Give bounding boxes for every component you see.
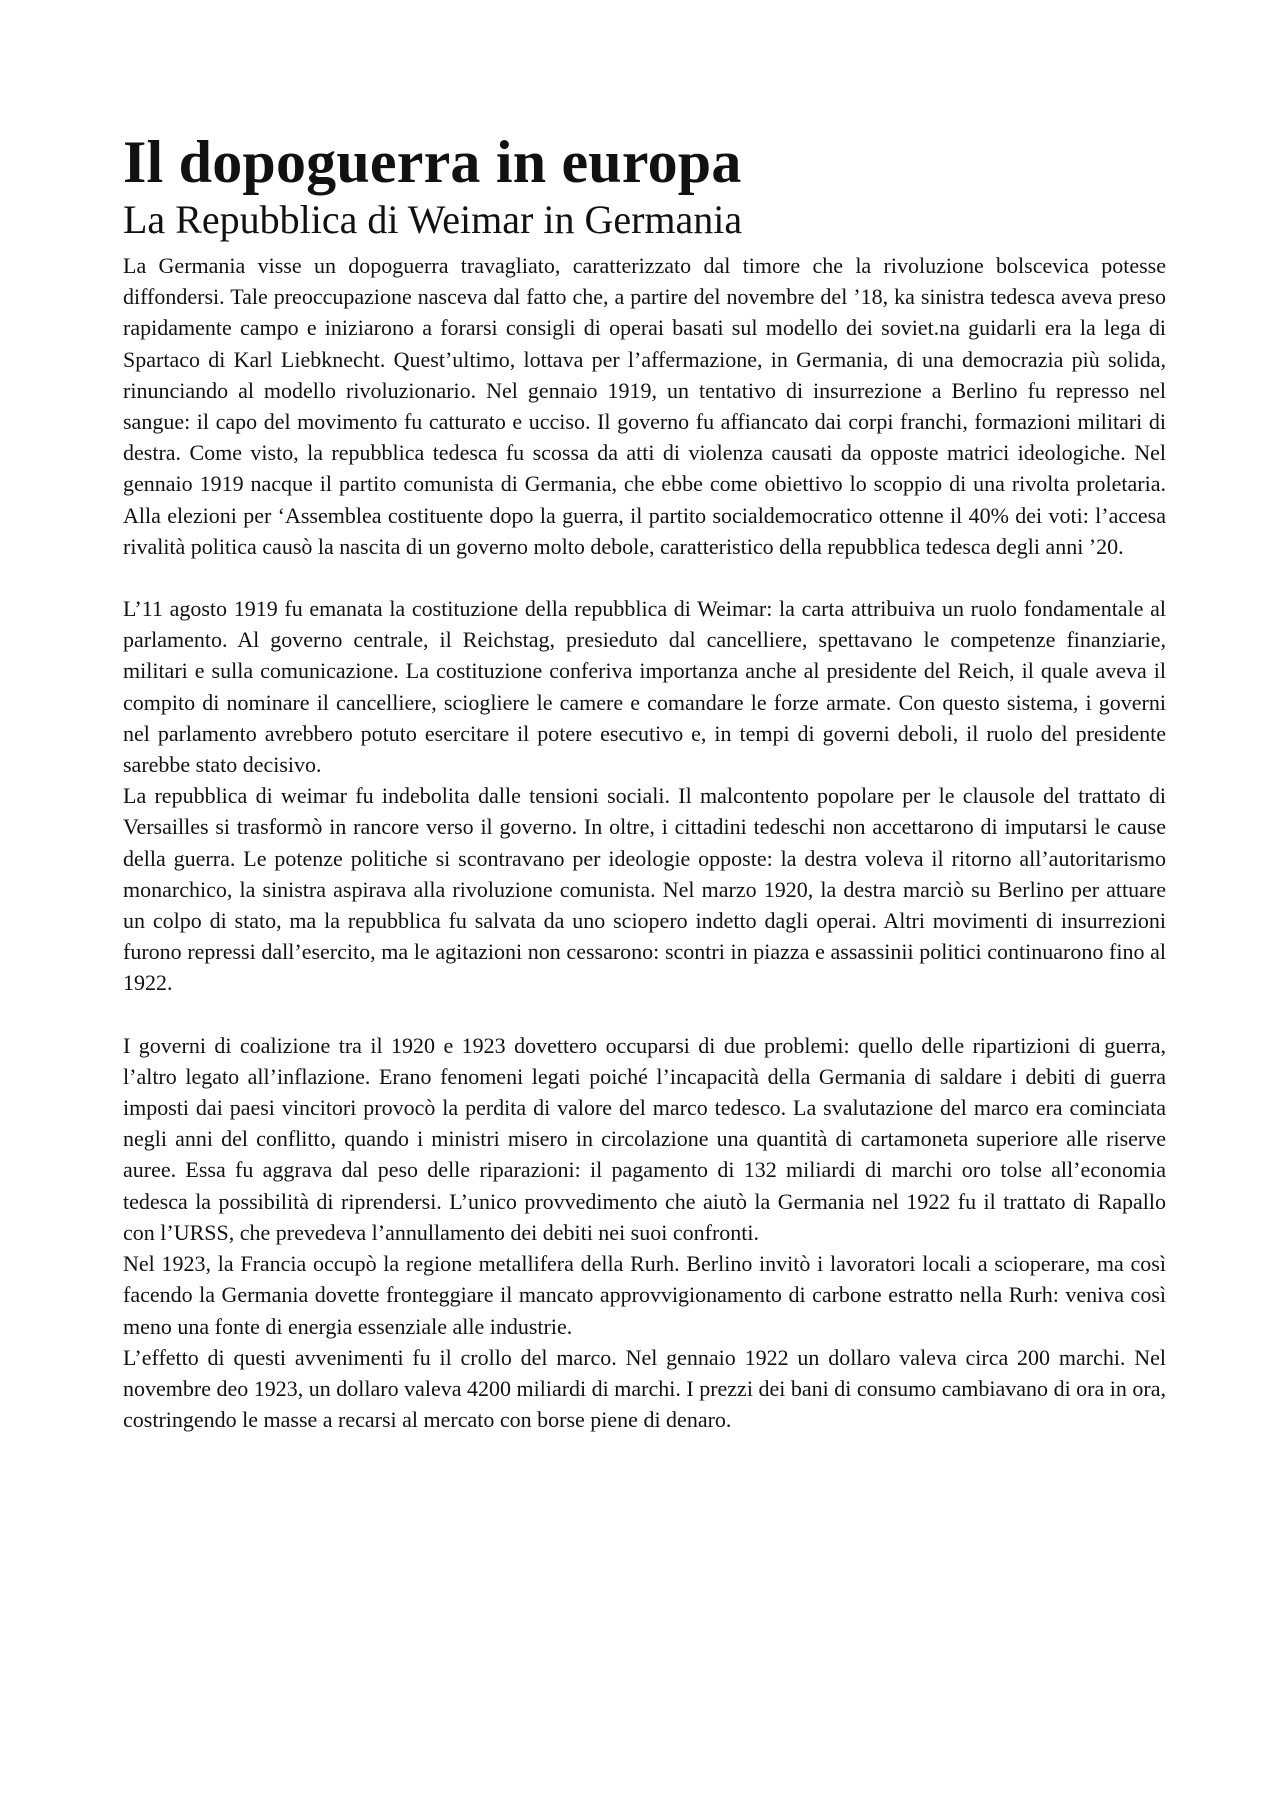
paragraph-5: Nel 1923, la Francia occupò la regione metallifera della Rurh. Berlino invitò i lavoratori locali a scioperare, ma così facendo la Germania dovette fronteggiare il mancato approvvigionamento di carbone estratto nella Rurh: veniva così meno una fonte di energia essenziale alle industrie. (123, 1251, 1166, 1339)
paragraph-1: La Germania visse un dopoguerra travagliato, caratterizzato dal timore che la rivoluzione bolscevica potesse diffondersi. Tale preoccupazione nasceva dal fatto che, a partire del novembre del ’18, ka sinistra tedesca aveva preso rapidamente campo e iniziarono a forarsi consigli di operai basati sul modello dei soviet.na guidarli era la lega di Spartaco di Karl Liebknecht. Quest’ultimo, lottava per l’affermazione, in Germania, di una democrazia più solida, rinunciando al modello rivoluzionario. Nel gennaio 1919, un tentativo di insurrezione a Berlino fu represso nel sangue: il capo del movimento fu catturato e ucciso. Il governo fu affiancato dai corpi franchi, formazioni militari di destra. Come visto, la repubblica tedesca fu scossa da atti di violenza causati da opposte matrici ideologiche. Nel gennaio 1919 nacque il partito comunista di Germania, che ebbe come obiettivo lo scoppio di una rivolta proletaria. Alla elezioni per ‘Assemblea costituente dopo la guerra, il partito socialdemocratico ottenne il 40% dei voti: l’accesa rivalità politica causò la nascita di un governo molto debole, caratteristico della repubblica tedesca degli anni ’20. (123, 253, 1166, 559)
paragraph-4: I governi di coalizione tra il 1920 e 1923 dovettero occuparsi di due problemi: quello delle ripartizioni di guerra, l’altro legato all’inflazione. Erano fenomeni legati poiché l’incapacità della Germania di saldare i debiti di guerra imposti dai paesi vincitori provocò la perdita di valore del marco tedesco. La svalutazione del marco era cominciata negli anni del conflitto, quando i ministri misero in circolazione una quantità di cartamoneta superiore alle riserve auree. Essa fu aggrava dal peso delle riparazioni: il pagamento di 132 miliardi di marchi oro tolse all’economia tedesca la possibilità di riprendersi. L’unico provvedimento che aiutò la Germania nel 1922 fu il trattato di Rapallo con l’URSS, che prevedeva l’annullamento dei debiti nei suoi confronti. (123, 1032, 1166, 1245)
section-heading: La Repubblica di Weimar in Germania (123, 197, 743, 242)
page-title: Il dopoguerra in europa (123, 129, 742, 195)
document-page (123, 128, 1166, 1435)
document-body (123, 250, 1166, 1435)
paragraph-6: L’effetto di questi avvenimenti fu il crollo del marco. Nel gennaio 1922 un dollaro valeva circa 200 marchi. Nel novembre deo 1923, un dollaro valeva 4200 miliardi di marchi. I prezzi dei bani di consumo cambiavano di ora in ora, costringendo le masse a recarsi al mercato con borse piene di denaro. (123, 1344, 1166, 1433)
paragraph-2: L’11 agosto 1919 fu emanata la costituzione della repubblica di Weimar: la carta attribuiva un ruolo fondamentale al parlamento. Al governo centrale, il Reichstag, presieduto dal cancelliere, spettavano le competenze finanziarie, militari e sulla comunicazione. La costituzione conferiva importanza anche al presidente del Reich, il quale aveva il compito di nominare il cancelliere, sciogliere le camere e comandare le forze armate. Con questo sistema, i governi nel parlamento avrebbero potuto esercitare il potere esecutivo e, in tempi di governi deboli, il ruolo del presidente sarebbe stato decisivo. (123, 596, 1166, 778)
paragraph-3: La repubblica di weimar fu indebolita dalle tensioni sociali. Il malcontento popolare per le clausole del trattato di Versailles si trasformò in rancore verso il governo. In oltre, i cittadini tedeschi non accettarono di imputarsi le cause della guerra. Le potenze politiche si scontravano per ideologie opposte: la destra voleva il ritorno all’autoritarismo monarchico, la sinistra aspirava alla rivoluzione comunista. Nel marzo 1920, la destra marciò su Berlino per attuare un colpo di stato, ma la repubblica fu salvata da uno sciopero indetto dagli operai. Altri movimenti di insurrezioni furono repressi dall’esercito, ma le agitazioni non cessarono: scontri in piazza e assassinii politici continuarono fino al 1922. (123, 783, 1166, 996)
